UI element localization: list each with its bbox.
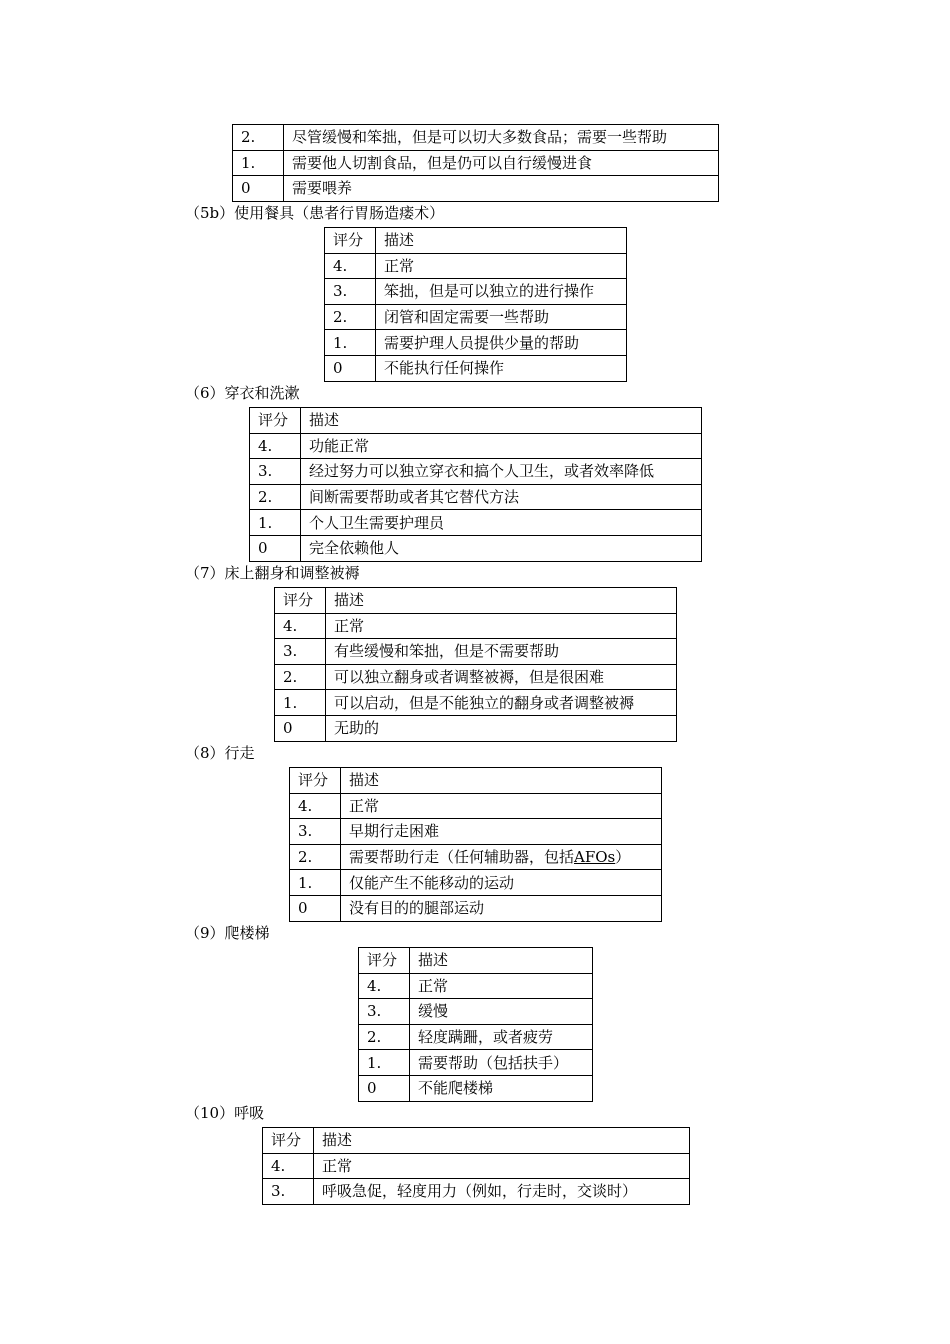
desc-header: 描述 (301, 408, 702, 434)
table-9 (358, 947, 593, 1102)
table-row (290, 793, 662, 819)
desc-cell: 需要帮助（包括扶手） (410, 1050, 593, 1076)
score-cell: 3. (275, 639, 326, 665)
table-10 (262, 1127, 690, 1205)
score-header: 评分 (263, 1128, 314, 1154)
desc-cell: 正常 (376, 253, 627, 279)
desc-cell: 可以独立翻身或者调整被褥，但是很困难 (326, 664, 677, 690)
desc-cell: 尽管缓慢和笨拙，但是可以切大多数食品；需要一些帮助 (284, 125, 719, 151)
table-row (275, 664, 677, 690)
table-header-row (359, 948, 593, 974)
section-7-title: （7）床上翻身和调整被褥 (185, 564, 360, 582)
table-row (325, 330, 627, 356)
desc-cell: 轻度蹒跚，或者疲劳 (410, 1024, 593, 1050)
table-header-row (250, 408, 702, 434)
desc-cell: 仅能产生不能移动的运动 (341, 870, 662, 896)
table-row (325, 279, 627, 305)
table-row (359, 1075, 593, 1101)
desc-cell: 呼吸急促，轻度用力（例如，行走时，交谈时） (314, 1179, 690, 1205)
table-row (290, 844, 662, 870)
score-cell: 1. (275, 690, 326, 716)
table-header-row (325, 228, 627, 254)
table-row (275, 613, 677, 639)
section-8-title: （8）行走 (185, 744, 255, 762)
desc-cell: 需要喂养 (284, 176, 719, 202)
score-header: 评分 (325, 228, 376, 254)
score-cell: 0 (290, 895, 341, 921)
section-5b-title: （5b）使用餐具（患者行胃肠造瘘术） (185, 204, 445, 222)
score-cell: 1. (233, 150, 284, 176)
score-cell: 1. (359, 1050, 410, 1076)
table-row (290, 895, 662, 921)
table-row (263, 1153, 690, 1179)
score-header: 评分 (250, 408, 301, 434)
section-6-title: （6）穿衣和洗漱 (185, 384, 300, 402)
table-row (250, 484, 702, 510)
desc-header: 描述 (341, 768, 662, 794)
score-cell: 2. (233, 125, 284, 151)
score-header: 评分 (275, 588, 326, 614)
score-cell: 4. (290, 793, 341, 819)
table-row (263, 1179, 690, 1205)
score-cell: 3. (359, 999, 410, 1025)
table-row (359, 1024, 593, 1050)
score-cell: 2. (290, 844, 341, 870)
desc-cell: 需要他人切割食品，但是仍可以自行缓慢进食 (284, 150, 719, 176)
score-cell: 4. (325, 253, 376, 279)
table-row (233, 125, 719, 151)
score-cell: 1. (325, 330, 376, 356)
table-8 (289, 767, 662, 922)
desc-cell: 正常 (410, 973, 593, 999)
desc-cell: 闭管和固定需要一些帮助 (376, 304, 627, 330)
desc-cell: 笨拙，但是可以独立的进行操作 (376, 279, 627, 305)
section-10-title: （10）呼吸 (185, 1104, 265, 1122)
desc-cell: 间断需要帮助或者其它替代方法 (301, 484, 702, 510)
table-row (250, 535, 702, 561)
score-cell: 0 (325, 355, 376, 381)
desc-cell: 正常 (314, 1153, 690, 1179)
desc-text: 需要帮助行走（任何辅助器，包括 (349, 848, 575, 867)
table-5b (324, 227, 627, 382)
table-header-row (263, 1128, 690, 1154)
desc-cell: 可以启动，但是不能独立的翻身或者调整被褥 (326, 690, 677, 716)
desc-header: 描述 (326, 588, 677, 614)
desc-cell: 正常 (326, 613, 677, 639)
desc-cell: 不能爬楼梯 (410, 1075, 593, 1101)
score-cell: 0 (233, 176, 284, 202)
table-row (275, 715, 677, 741)
desc-header: 描述 (376, 228, 627, 254)
table-row (233, 176, 719, 202)
score-cell: 2. (250, 484, 301, 510)
score-cell: 1. (250, 510, 301, 536)
score-cell: 4. (250, 433, 301, 459)
score-cell: 2. (359, 1024, 410, 1050)
table-row (290, 870, 662, 896)
desc-text: ） (615, 848, 631, 867)
table-header-row (275, 588, 677, 614)
score-cell: 1. (290, 870, 341, 896)
score-cell: 3. (325, 279, 376, 305)
desc-cell: 不能执行任何操作 (376, 355, 627, 381)
table-header-row (290, 768, 662, 794)
section-9-title: （9）爬楼梯 (185, 924, 270, 942)
desc-cell: 正常 (341, 793, 662, 819)
desc-cell: 有些缓慢和笨拙，但是不需要帮助 (326, 639, 677, 665)
table-5a (232, 124, 719, 202)
desc-cell: 没有目的的腿部运动 (341, 895, 662, 921)
score-cell: 4. (359, 973, 410, 999)
desc-cell: 缓慢 (410, 999, 593, 1025)
table-row (250, 510, 702, 536)
desc-cell: 完全依赖他人 (301, 535, 702, 561)
score-cell: 3. (263, 1179, 314, 1205)
table-row (275, 690, 677, 716)
table-row (359, 973, 593, 999)
desc-cell (341, 844, 662, 870)
desc-cell: 个人卫生需要护理员 (301, 510, 702, 536)
score-cell: 3. (250, 459, 301, 485)
table-row (275, 639, 677, 665)
score-cell: 0 (250, 535, 301, 561)
table-row (359, 1050, 593, 1076)
score-header: 评分 (359, 948, 410, 974)
table-row (250, 433, 702, 459)
desc-cell: 经过努力可以独立穿衣和搞个人卫生，或者效率降低 (301, 459, 702, 485)
score-cell: 4. (263, 1153, 314, 1179)
table-row (250, 459, 702, 485)
score-cell: 2. (325, 304, 376, 330)
table-row (290, 819, 662, 845)
score-header: 评分 (290, 768, 341, 794)
table-row (233, 150, 719, 176)
table-row (325, 253, 627, 279)
table-7 (274, 587, 677, 742)
table-row (325, 304, 627, 330)
score-cell: 0 (275, 715, 326, 741)
score-cell: 2. (275, 664, 326, 690)
score-cell: 0 (359, 1075, 410, 1101)
score-cell: 3. (290, 819, 341, 845)
score-cell: 4. (275, 613, 326, 639)
table-6 (249, 407, 702, 562)
desc-cell: 功能正常 (301, 433, 702, 459)
desc-cell: 无助的 (326, 715, 677, 741)
desc-cell: 需要护理人员提供少量的帮助 (376, 330, 627, 356)
desc-cell: 早期行走困难 (341, 819, 662, 845)
table-row (359, 999, 593, 1025)
table-row (325, 355, 627, 381)
desc-header: 描述 (314, 1128, 690, 1154)
afos-link[interactable]: AFOs (574, 848, 616, 867)
desc-header: 描述 (410, 948, 593, 974)
